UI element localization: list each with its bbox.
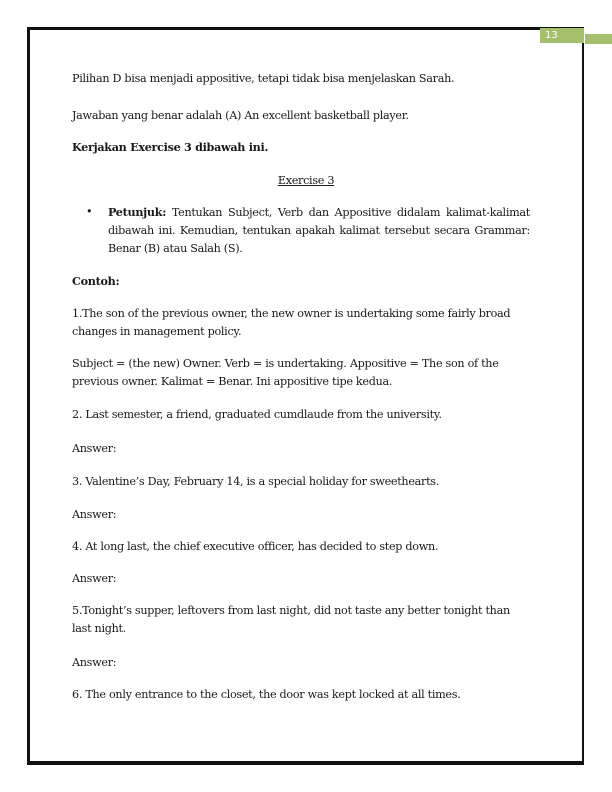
- exercise-title: Exercise 3: [277, 174, 335, 187]
- petunjuk-label: Petunjuk:: [108, 205, 167, 219]
- question-2: 2. Last semester, a friend, graduated cumdlaude from the university.: [72, 408, 442, 421]
- intro-line-1: Pilihan D bisa menjadi appositive, tetapi tidak bisa menjelaskan Sarah.: [72, 72, 455, 85]
- question-6: 6. The only entrance to the closet, the door was kept locked at all times.: [72, 688, 461, 701]
- answer-label-2: Answer:: [72, 442, 117, 455]
- petunjuk-text: Tentukan Subject, Verb dan Appositive didalam kalimat-kalimat dibawah ini. Kemudian, tentukan apakah kalimat tersebut secara Grammar: Benar (B) atau Salah (S).: [108, 206, 530, 255]
- petunjuk-paragraph: [108, 203, 530, 258]
- question-4: 4. At long last, the chief executive officer, has decided to step down.: [72, 540, 439, 553]
- exercise-instruction: Kerjakan Exercise 3 dibawah ini.: [72, 140, 269, 154]
- question-1: 1.The son of the previous owner, the new owner is undertaking some fairly broad changes in management policy.: [72, 307, 511, 338]
- bullet-icon: •: [86, 205, 93, 218]
- example-answer: Subject = (the new) Owner. Verb = is undertaking. Appositive = The son of the previous owner. Kalimat = Benar. Ini appositive tipe kedua.: [72, 357, 499, 388]
- intro-line-2: Jawaban yang benar adalah (A) An excellent basketball player.: [72, 109, 409, 122]
- header-accent-bar: [585, 34, 612, 44]
- answer-label-4: Answer:: [72, 572, 117, 585]
- question-3: 3. Valentine’s Day, February 14, is a special holiday for sweethearts.: [72, 475, 439, 488]
- page-number: 13: [540, 28, 584, 43]
- contoh-label: Contoh:: [72, 274, 120, 288]
- answer-label-5: Answer:: [72, 656, 117, 669]
- answer-label-3: Answer:: [72, 508, 117, 521]
- question-5: 5.Tonight’s supper, leftovers from last night, did not taste any better tonight than last night.: [72, 604, 510, 635]
